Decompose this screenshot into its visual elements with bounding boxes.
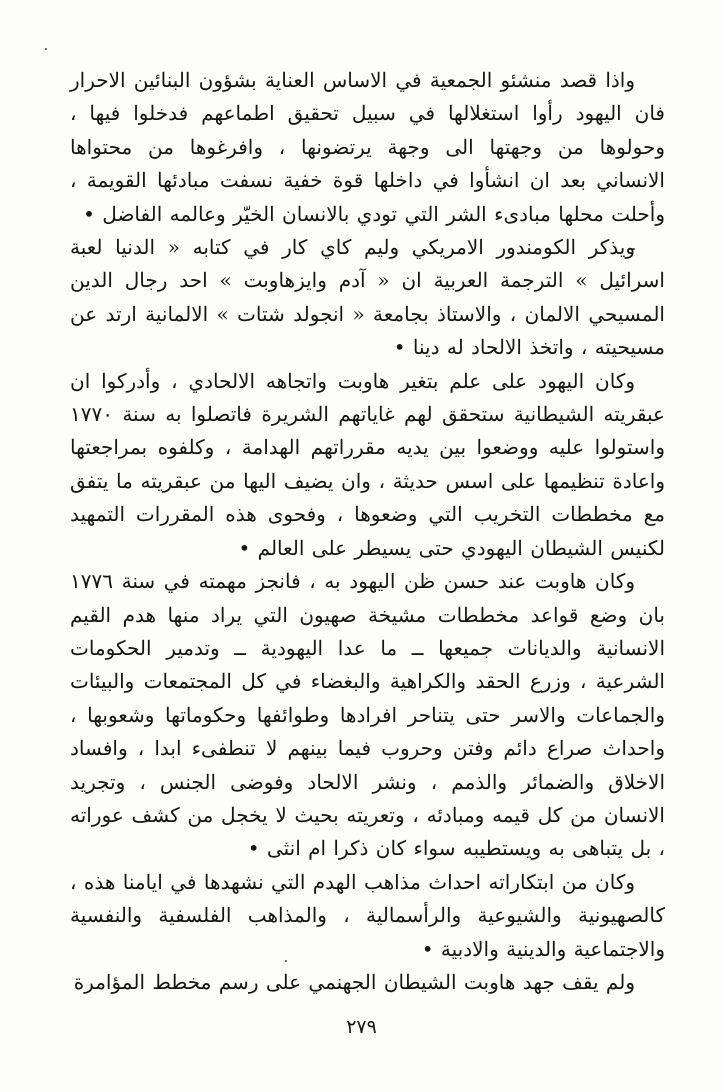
paragraph-2: ويذكر الكومندور الامريكي وليم كاي كار في كتابه « الدنيا لعبة اسرائيل » الترجمة العربية ان « آدم وايزهاوبت » احد رجال الدين المسيحي الالمان ، والاستاذ بجامعة « انجولد شتات » الالمانية ارتد عن مسيحيته ، واتخذ الالحاد له دينا • bbox=[70, 235, 665, 360]
paragraph-3: وكان اليهود على علم بتغير هاوبت واتجاهه الالحادي ، وأدركوا ان عبقريته الشيطانية ستحقق لهم غاياتهم الشريرة فاتصلوا به سنة ١٧٧٠ واستولوا عليه ووضعوا بين يديه مقرراتهم الهدامة ، وكلفوه بمراجعتها واعادة تنظيمها على اسس حديثة ، وان يضيف اليها من عبقريته ما يتفق مع مخططات التخريب التي وضعوها ، وفحوى هذه المقررات التمهيد لكنيس الشيطان اليهودي حتى يسيطر على العالم • bbox=[70, 368, 665, 560]
paragraph-6: ولم يقف جهد هاوبت الشيطان الجهنمي على رسم مخطط المؤامرة bbox=[73, 969, 635, 994]
page-number: ٢٧٩ bbox=[346, 1016, 377, 1038]
paragraph-5: وكان من ابتكاراته احداث مذاهب الهدم التي نشهدها في ايامنا هذه ، كالصهيونية والشيوعية والرأسمالية ، والمذاهب الفلسفية والنفسية والاجتماعية والدينية والادبية • bbox=[70, 869, 665, 961]
paragraph-1: واذا قصد منشئو الجمعية في الاساس العناية بشؤون البنائين الاحرار فان اليهود رأوا استغلالها في سبيل تحقيق اطماعهم فدخلوا فيها ، وحولوها من وجهتها الى وجهة يرتضونها ، وافرغوها من محتواها الانساني بعد ان انشأوا في داخلها قوة خفية نسفت مبادئها القويمة ، وأحلت محلها مبادىء الشر التي تودي بالانسان الخيّر وعالمه الفاضل • bbox=[70, 68, 665, 226]
body-text bbox=[70, 64, 665, 999]
print-speck bbox=[45, 48, 47, 50]
paragraph-4: وكان هاوبت عند حسن ظن اليهود به ، فانجز مهمته في سنة ١٧٧٦ بان وضع قواعد مخططات مشيخة صهيون التي يراد منها هدم القيم الانسانية والديانات جميعها ــ ما عدا اليهودية ــ وتدمير الحكومات الشرعية ، وزرع الحقد والكراهية والبغضاء في كل المجتمعات والبيئات والجماعات والاسر حتى يتناحر افرادها وطوائفها وحكوماتها وشعوبها ، واحداث صراع دائم وفتن وحروب فيما بينهم لا تنطفىء ابدا ، وافساد الاخلاق والضمائر والذمم ، ونشر الالحاد وفوضى الجنس ، وتجريد الانسان من كل قيمه ومبادئه ، وتعريته بحيث لا يخجل من كشف عوراته ، بل يتباهى به ويستطيبه سواء كان ذكرا ام انثى • bbox=[70, 569, 665, 861]
